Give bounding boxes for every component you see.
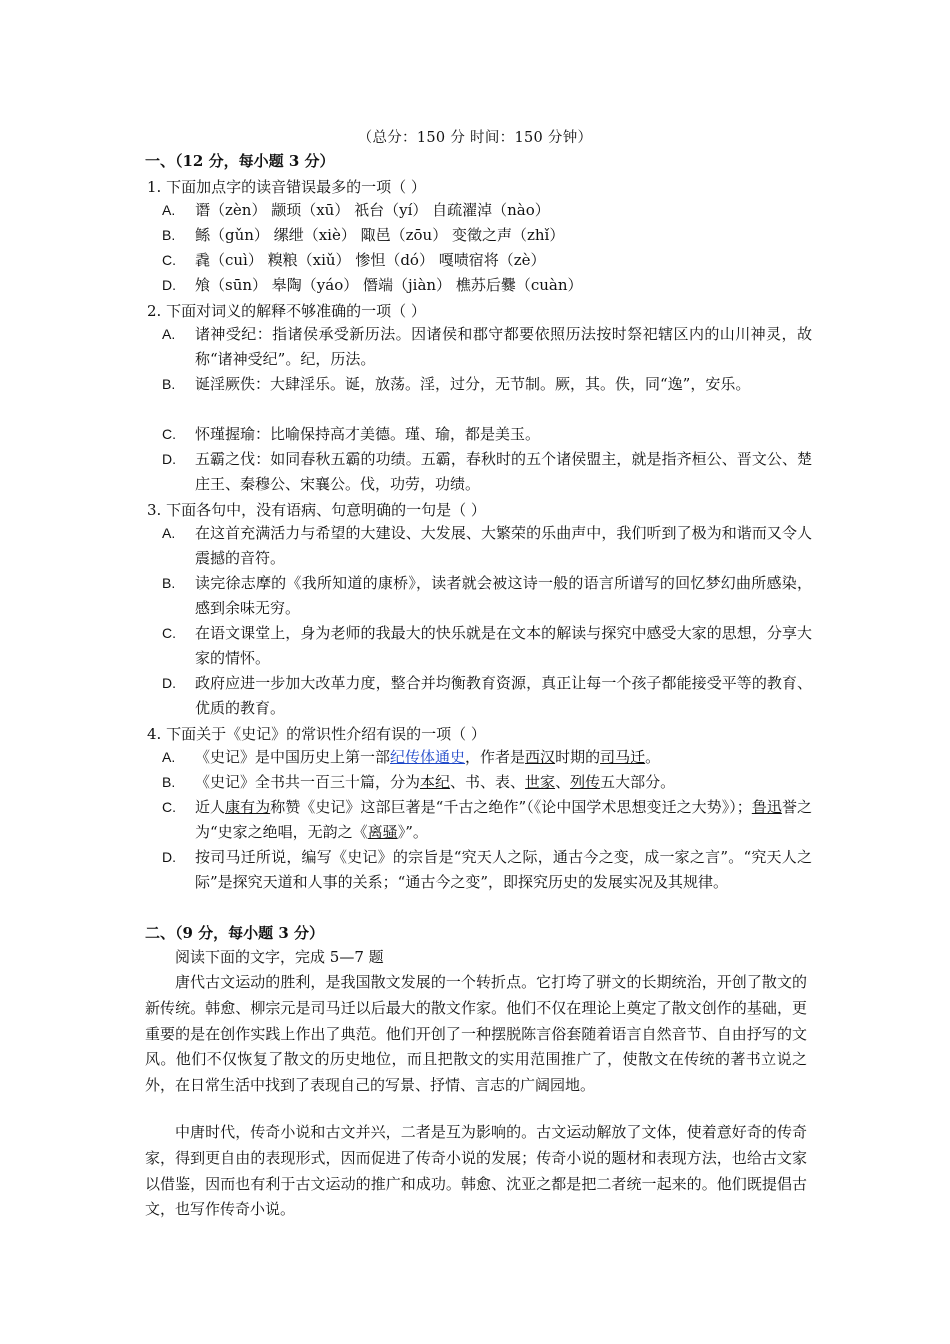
q1-option-a	[162, 198, 812, 223]
option-text: 五霸之伐：如同春秋五霸的功绩。五霸，春秋时的五个诸侯盟主，就是指齐桓公、晋文公、楚庄王、秦穆公、宋襄公。伐，功劳，功绩。	[195, 450, 812, 493]
text-run: 时期的	[555, 748, 601, 766]
q2-option-b	[162, 372, 812, 397]
question-4-stem: 4. 下面关于《史记》的常识性介绍有误的一项（ ）	[147, 725, 486, 743]
underlined-term: 离骚	[367, 823, 398, 841]
option-text: 毳（cuì） 糗粮（xiǔ） 惨怛（dó） 嘎啧宿将（zè）	[195, 251, 546, 269]
option-label: A.	[162, 525, 176, 541]
text-run: 《史记》全书共一百三十篇，分为	[195, 773, 421, 791]
option-label: C.	[162, 252, 176, 268]
text-run: ，作者是	[465, 748, 526, 766]
text-run: 《史记》是中国历史上第一部	[195, 748, 391, 766]
option-label: A.	[162, 749, 176, 765]
underlined-term: 鲁迅	[751, 798, 782, 816]
text-run: 、	[555, 773, 571, 791]
text-run: 称赞《史记》这部巨著是“千古之绝作”（《论中国学术思想变迁之大势》）；	[270, 798, 752, 816]
q4-option-c	[162, 795, 812, 845]
option-label: D.	[162, 849, 176, 865]
underlined-term: 本纪	[420, 773, 451, 791]
option-text: 政府应进一步加大改革力度，整合并均衡教育资源，真正让每一个孩子都能接受平等的教育、优质的教育。	[195, 674, 812, 717]
underlined-term: 世家	[525, 773, 556, 791]
exam-header: （总分：150 分 时间：150 分钟）	[357, 130, 593, 146]
option-label: D.	[162, 451, 176, 467]
option-text: 在语文课堂上，身为老师的我最大的快乐就是在文本的解读与探究中感受大家的思想，分享大家的情怀。	[195, 624, 812, 667]
q1-option-d	[162, 273, 812, 298]
option-text: 诞淫厥佚：大肆淫乐。诞，放荡。淫，过分，无节制。厥，其。佚，同“逸”，安乐。	[195, 375, 751, 393]
option-label: D.	[162, 277, 176, 293]
text-run: 近人	[195, 798, 226, 816]
q4-option-b	[162, 770, 812, 795]
q3-option-c	[162, 621, 812, 671]
q3-option-d	[162, 671, 812, 721]
reading-instruction: 阅读下面的文字，完成 5—7 题	[175, 948, 384, 966]
option-label: A.	[162, 202, 176, 218]
reading-paragraph-1: 唐代古文运动的胜利，是我国散文发展的一个转折点。它打垮了骈文的长期统治，开创了散文的新传统。韩愈、柳宗元是司马迁以后最大的散文作家。他们不仅在理论上奠定了散文创作的基础，更重要的是在创作实践上作出了典范。他们开创了一种摆脱陈言俗套随着语言自然音节、自由抒写的文风。他们不仅恢复了散文的历史地位，而且把散文的实用范围推广了，使散文在传统的著书立说之外，在日常生活中找到了表现自己的写景、抒情、言志的广阔园地。	[145, 973, 807, 1095]
q1-option-b	[162, 223, 812, 248]
option-text: 谮（zèn） 颛顼（xū） 祇台（yí） 自疏濯淖（nào）	[195, 201, 550, 219]
hyperlink-jizhuanti-tongshi[interactable]: 纪传体通史	[390, 748, 466, 766]
option-text: 读完徐志摩的《我所知道的康桥》，读者就会被这诗一般的语言所谱写的回忆梦幻曲所感染，感到余味无穷。	[195, 574, 812, 617]
q2-option-c	[162, 422, 812, 447]
option-text	[195, 770, 812, 795]
option-label: B.	[162, 227, 176, 243]
question-3-stem: 3. 下面各句中，没有语病、句意明确的一句是（ ）	[147, 501, 486, 519]
q4-option-d	[162, 845, 812, 895]
text-run: 、书、表、	[450, 773, 526, 791]
underlined-term: 西汉	[525, 748, 556, 766]
option-label: C.	[162, 799, 176, 815]
q4-option-a	[162, 745, 812, 770]
option-text	[195, 745, 812, 770]
option-text: 怀瑾握瑜：比喻保持高才美德。瑾、瑜，都是美玉。	[195, 425, 541, 443]
option-text: 飧（sūn） 皋陶（yáo） 僭端（jiàn） 樵苏后爨（cuàn）	[195, 276, 583, 294]
option-label: D.	[162, 675, 176, 691]
text-run: 。	[645, 748, 661, 766]
q2-option-a	[162, 322, 812, 372]
option-text: 按司马迁所说，编写《史记》的宗旨是“究天人之际，通古今之变，成一家之言”。“究天人之际”是探究天道和人事的关系；“通古今之变”，即探究历史的发展实况及其规律。	[195, 848, 812, 891]
section-1-title: 一、（12 分，每小题 3 分）	[145, 152, 335, 170]
option-label: C.	[162, 625, 176, 641]
option-label: A.	[162, 326, 176, 342]
option-label: B.	[162, 376, 176, 392]
q3-option-a	[162, 521, 812, 571]
q2-option-d	[162, 447, 812, 497]
question-2-stem: 2. 下面对词义的解释不够准确的一项（ ）	[147, 302, 426, 320]
text-run: 五大部分。	[600, 773, 676, 791]
text-run: 》”。	[397, 823, 428, 841]
option-text	[195, 795, 812, 845]
option-label: B.	[162, 575, 176, 591]
option-text: 诸神受纪：指诸侯承受新历法。因诸侯和郡守都要依照历法按时祭祀辖区内的山川神灵，故称“诸神受纪”。纪，历法。	[195, 325, 812, 368]
text-run: 誉之为“史家之绝唱，无韵之《	[195, 798, 812, 841]
option-label: B.	[162, 774, 176, 790]
q3-option-b	[162, 571, 812, 621]
option-text: 鲧（gǔn） 缧绁（xiè） 陬邑（zōu） 变徵之声（zhǐ）	[195, 226, 565, 244]
question-1-stem: 1. 下面加点字的读音错误最多的一项（ ）	[147, 178, 426, 196]
q1-option-c	[162, 248, 812, 273]
underlined-term: 康有为	[225, 798, 271, 816]
underlined-term: 司马迁	[600, 748, 646, 766]
section-2-title: 二、（9 分，每小题 3 分）	[145, 924, 325, 942]
option-label: C.	[162, 426, 176, 442]
reading-paragraph-2: 中唐时代，传奇小说和古文并兴，二者是互为影响的。古文运动解放了文体，使着意好奇的传奇家，得到更自由的表现形式，因而促进了传奇小说的发展；传奇小说的题材和表现方法，也给古文家以借鉴，因而也有利于古文运动的推广和成功。韩愈、沈亚之都是把二者统一起来的。他们既提倡古文，也写作传奇小说。	[145, 1123, 807, 1219]
option-text: 在这首充满活力与希望的大建设、大发展、大繁荣的乐曲声中，我们听到了极为和谐而又令人震撼的音符。	[195, 524, 812, 567]
underlined-term: 列传	[570, 773, 601, 791]
